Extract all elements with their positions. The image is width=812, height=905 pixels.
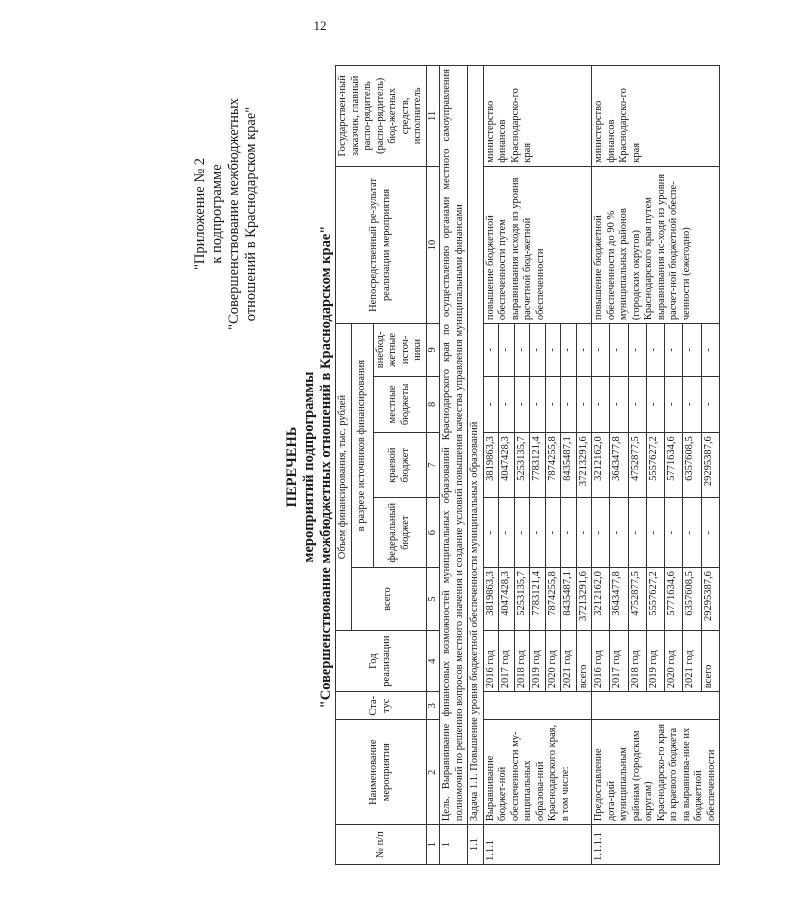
federal-cell: - [701,498,719,568]
offbudget-cell: - [514,324,530,376]
year-cell: 2017 год [499,631,515,692]
federal-cell: - [499,498,515,568]
local-cell: - [646,376,664,433]
offbudget-cell: - [610,324,628,376]
header-offbudget: внебюд-жетные источ-ники [373,324,426,376]
measures-table [335,65,720,865]
column-number: 1 [426,825,440,865]
local-cell: - [665,376,683,433]
regional-cell: 3643477,8 [610,433,628,498]
column-number: 9 [426,324,440,376]
title-line: "Совершенствование межбюджетных отношений в Краснодарском крае" [318,225,334,709]
document-title [284,29,335,905]
column-number: 11 [426,66,440,167]
measure-name: Выравнивание бюджет-ной обеспеченности му-ниципальных образова-ний Краснодарского края, в том числе: [483,720,592,825]
local-cell: - [499,376,515,433]
row-number: 1.1.1 [483,825,592,865]
header-total: всего [351,568,426,631]
total-cell: 6357608,5 [683,568,701,631]
local-cell: - [610,376,628,433]
year-cell: 2016 год [483,631,499,692]
federal-cell: - [628,498,646,568]
offbudget-cell: - [665,324,683,376]
year-cell: 2020 год [545,631,561,692]
row-number: 1.1.1.1 [592,825,720,865]
local-cell: - [628,376,646,433]
federal-cell: - [646,498,664,568]
local-cell: - [561,376,577,433]
local-cell: - [592,376,610,433]
local-cell: - [545,376,561,433]
result-cell: повышение бюджетной обеспеченности путем выравнивания исходя из уровня расчетной бюд-жетной обеспеченности [483,166,592,323]
federal-cell: - [530,498,546,568]
total-cell: 3819863,3 [483,568,499,631]
regional-cell: 5771634,6 [665,433,683,498]
measure-name: Предоставление дота-ций муниципальным районам (городским округам) Краснодарско-го края из краевого бюджета на выравнива-ние их бюджетной обеспеченности [592,720,720,825]
total-cell: 37213291,6 [576,568,592,631]
status-cell [592,692,720,720]
total-cell: 7783121,4 [530,568,546,631]
column-number: 7 [426,433,440,498]
federal-cell: - [610,498,628,568]
year-cell: 2019 год [530,631,546,692]
regional-cell: 6357608,5 [683,433,701,498]
column-numbers-row [426,66,440,865]
year-cell: 2021 год [683,631,701,692]
task-row [468,66,484,865]
offbudget-cell: - [701,324,719,376]
offbudget-cell: - [530,324,546,376]
column-number: 3 [426,692,440,720]
total-cell: 4752877,5 [628,568,646,631]
header-num: № п/п [336,825,427,865]
total-cell: 4047428,3 [499,568,515,631]
federal-cell: - [683,498,701,568]
regional-cell: 7874255,8 [545,433,561,498]
federal-cell: - [483,498,499,568]
column-number: 6 [426,498,440,568]
year-cell: 2017 год [610,631,628,692]
page-number: 12 [313,18,327,33]
appendix-line: отношений в Краснодарском крае" [243,106,259,322]
header-status: Ста-тус [336,692,427,720]
local-cell: - [701,376,719,433]
year-cell: 2016 год [592,631,610,692]
year-cell: 2018 год [514,631,530,692]
header-local: местные бюджеты [373,376,426,433]
customer-cell: министерство финансов Краснодарско-го края [592,66,720,167]
header-year: Год реализации [336,631,427,692]
offbudget-cell: - [628,324,646,376]
year-cell: всего [576,631,592,692]
year-cell: 2020 год [665,631,683,692]
regional-cell: 4752877,5 [628,433,646,498]
goal-num: 1 [440,825,468,865]
task-text: Задача 1.1. Повышение уровня бюджетной обеспеченности муниципальных образований [468,66,484,825]
goal-row [440,66,468,865]
appendix-line: к подпрограмме [209,164,225,264]
appendix-line: "Приложение № 2 [192,157,208,271]
offbudget-cell: - [545,324,561,376]
local-cell: - [483,376,499,433]
regional-cell: 3212162,0 [592,433,610,498]
column-number: 4 [426,631,440,692]
regional-cell: 5253135,7 [514,433,530,498]
column-number: 10 [426,166,440,323]
total-cell: 29295387,6 [701,568,719,631]
federal-cell: - [545,498,561,568]
offbudget-cell: - [646,324,664,376]
regional-cell: 4047428,3 [499,433,515,498]
header-customer: Государствен-ный заказчик, главный распо-рядитель (распо-рядитель) бюд-жетных средств, исполнитель [336,66,427,167]
task-num: 1.1 [468,825,484,865]
regional-cell: 5557627,2 [646,433,664,498]
title-line: ПЕРЕЧЕНЬ [284,426,300,508]
goal-text: Цель. Выравнивание финансовых возможностей муниципальных образований Краснодарского края по осуществлению органами местного самоуправления полномочий по решению вопросов местного значения и создание условий повышения качества управления муниципальными финансами [440,66,468,825]
regional-cell: 3819863,3 [483,433,499,498]
table-row [592,66,610,865]
regional-cell: 37213291,6 [576,433,592,498]
year-cell: 2021 год [561,631,577,692]
regional-cell: 7783121,4 [530,433,546,498]
offbudget-cell: - [561,324,577,376]
appendix-line: "Совершенствование межбюджетных [226,98,242,330]
total-cell: 3643477,8 [610,568,628,631]
title-line: мероприятий подпрограммы [301,371,317,563]
table-row [483,66,499,865]
rotated-sheet [192,29,812,905]
total-cell: 8435487,1 [561,568,577,631]
appendix-note [192,49,260,379]
column-number: 8 [426,376,440,433]
header-regional: краевой бюджет [373,433,426,498]
offbudget-cell: - [683,324,701,376]
status-cell [483,692,592,720]
offbudget-cell: - [483,324,499,376]
local-cell: - [514,376,530,433]
local-cell: - [683,376,701,433]
offbudget-cell: - [576,324,592,376]
local-cell: - [530,376,546,433]
column-number: 5 [426,568,440,631]
federal-cell: - [592,498,610,568]
federal-cell: - [665,498,683,568]
total-cell: 5557627,2 [646,568,664,631]
header-by-source: в разрезе источников финансирования [351,324,373,568]
header-volume: Объем финансирования, тыс. рублей [336,324,352,631]
local-cell: - [576,376,592,433]
year-cell: всего [701,631,719,692]
year-cell: 2018 год [628,631,646,692]
year-cell: 2019 год [646,631,664,692]
customer-cell: министерство финансов Краснодарско-го края [483,66,592,167]
total-cell: 5253135,7 [514,568,530,631]
header-name: Наименование мероприятия [336,720,427,825]
total-cell: 3212162,0 [592,568,610,631]
header-federal: федеральный бюджет [373,498,426,568]
column-number: 2 [426,720,440,825]
federal-cell: - [561,498,577,568]
offbudget-cell: - [592,324,610,376]
offbudget-cell: - [499,324,515,376]
regional-cell: 29295387,6 [701,433,719,498]
federal-cell: - [576,498,592,568]
total-cell: 7874255,8 [545,568,561,631]
regional-cell: 8435487,1 [561,433,577,498]
federal-cell: - [514,498,530,568]
header-result: Непосредственный ре-зультат реализации мероприятия [336,166,427,323]
total-cell: 5771634,6 [665,568,683,631]
result-cell: повышение бюджетной обеспеченности до 90 % муниципальных районов (городских округов) Краснодарского края путем выравнивания ис-ходя из уровня расчет-ной бюджетной обеспе-ченности (ежегодно) [592,166,720,323]
